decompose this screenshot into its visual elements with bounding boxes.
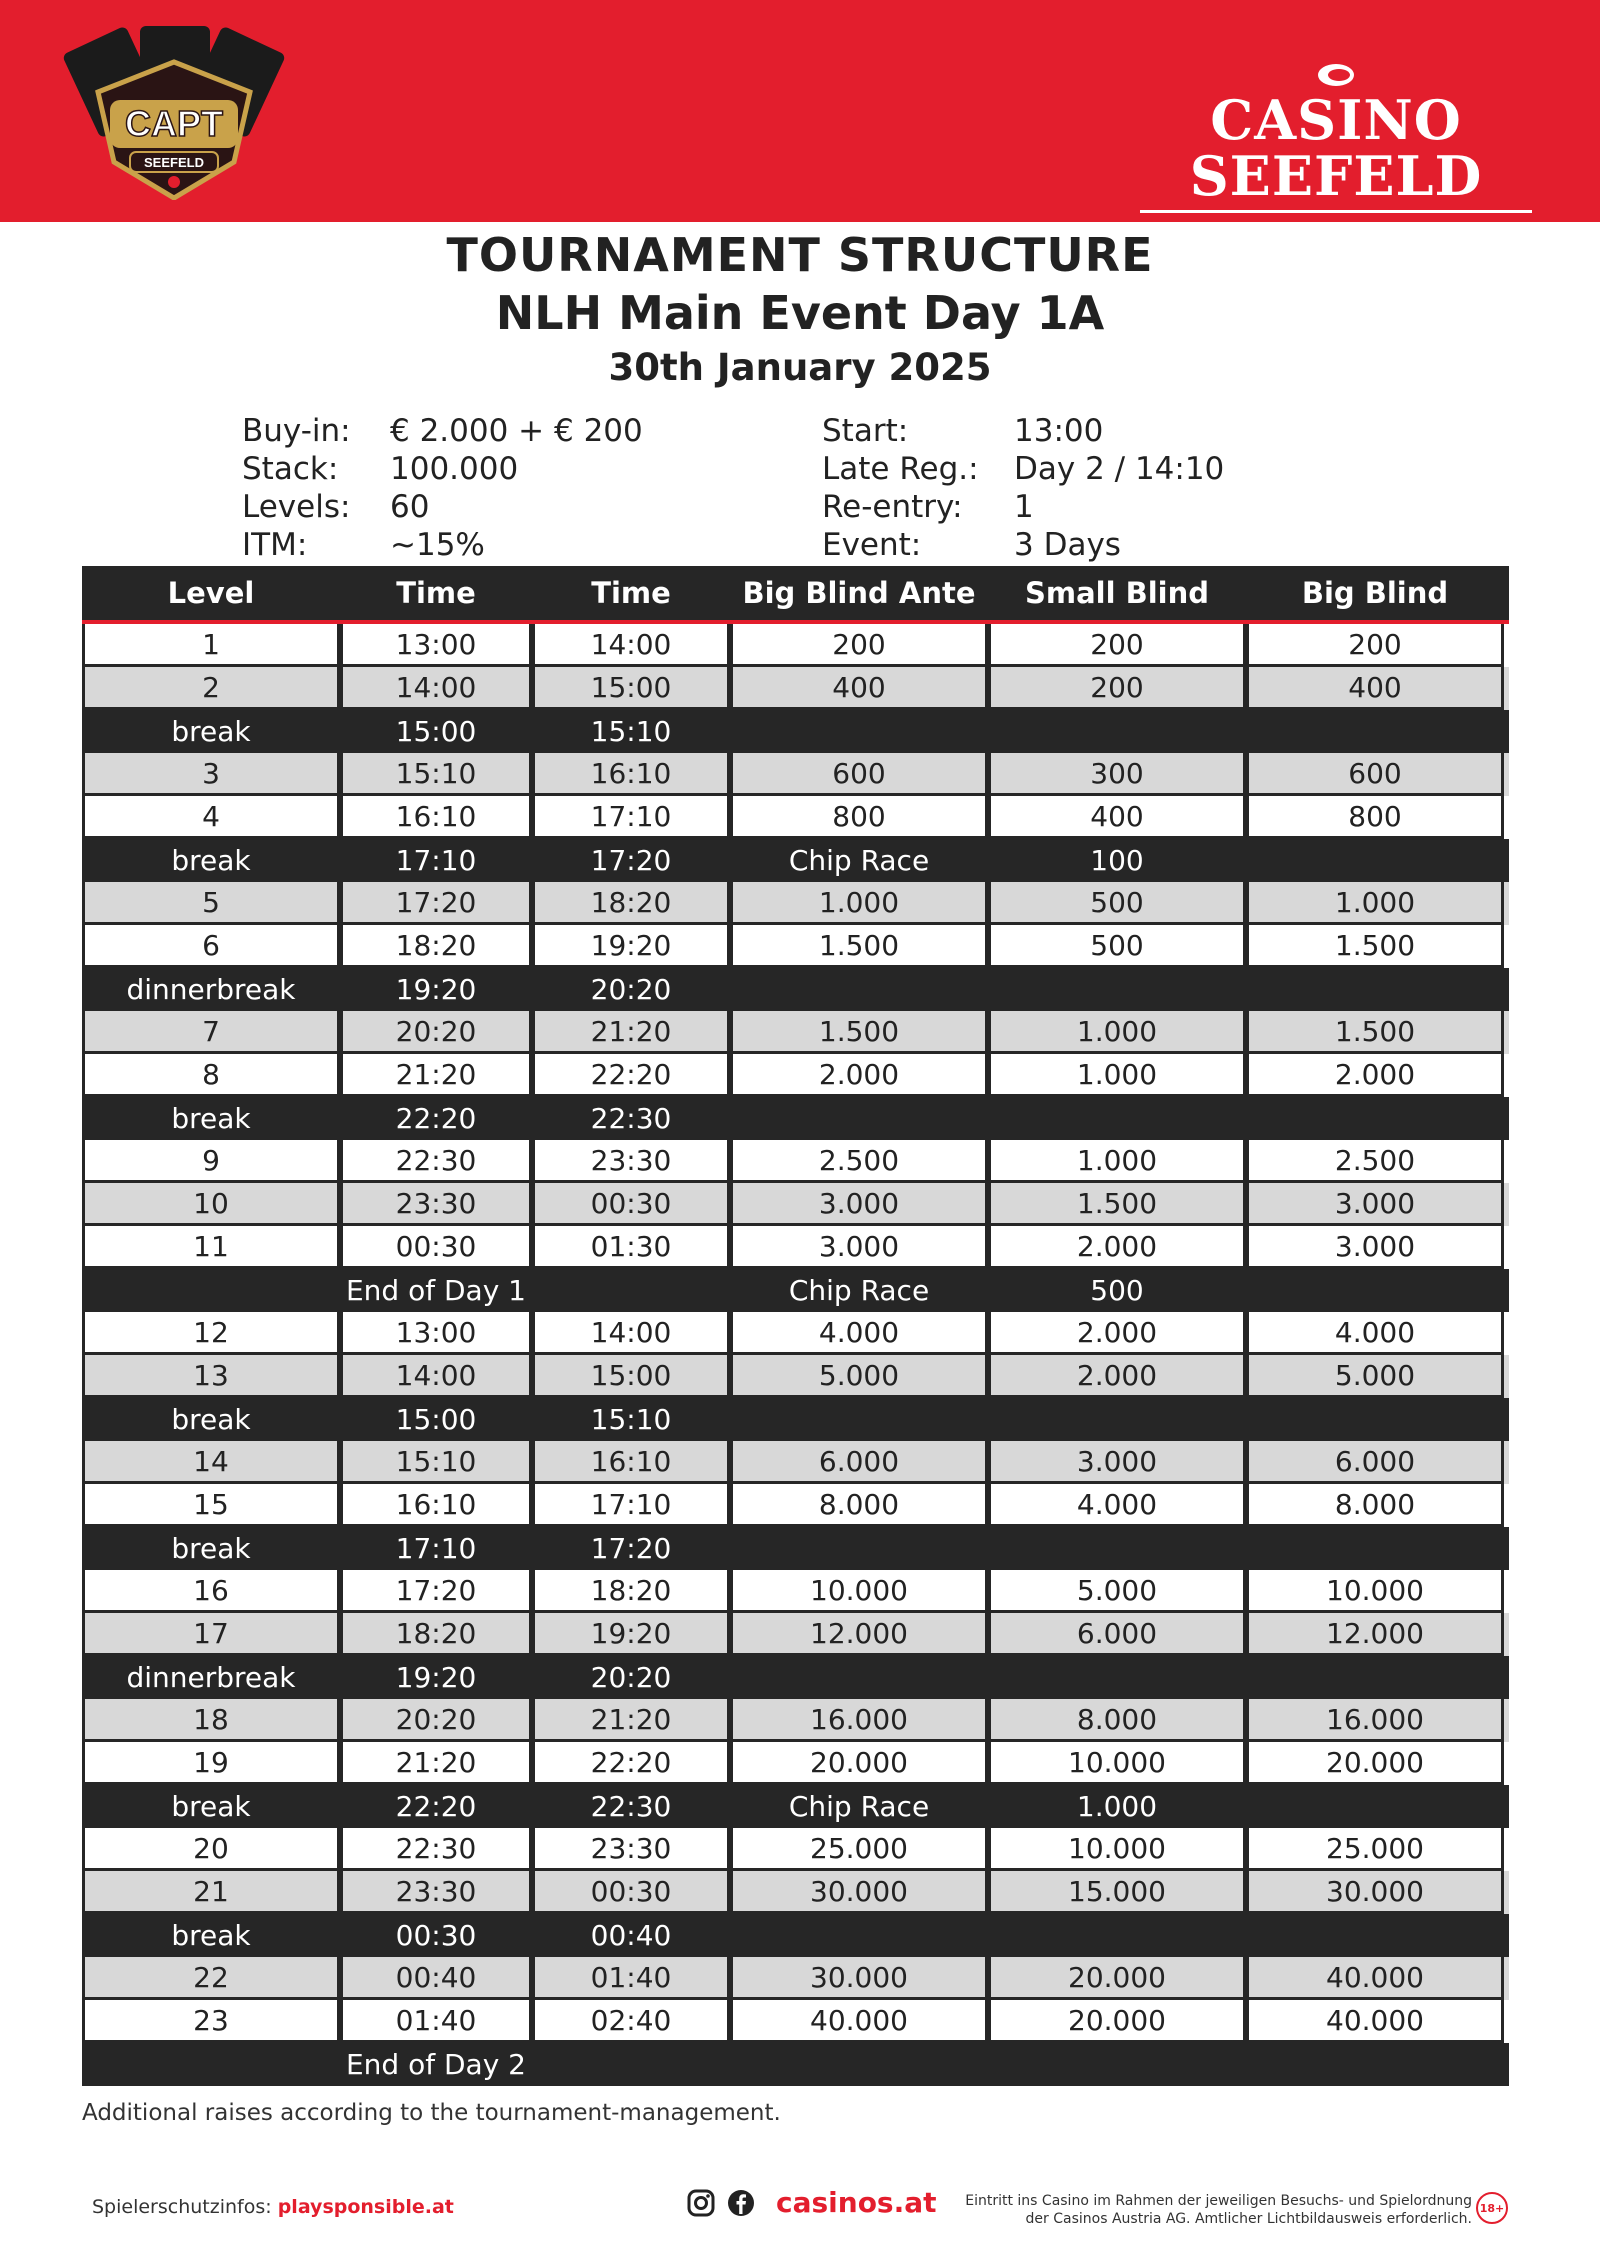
table-cell: 10: [82, 1183, 340, 1226]
info-left: [242, 412, 643, 564]
table-cell: 1: [82, 624, 340, 667]
break-row: [82, 1656, 1509, 1699]
info-row: [822, 526, 1121, 564]
table-cell: [82, 1269, 340, 1312]
table-cell: 00:30: [532, 1871, 730, 1914]
table-cell: Chip Race: [788, 1274, 930, 1307]
table-cell: 3.000: [1246, 1226, 1504, 1269]
casinos-website-link[interactable]: casinos.at: [776, 2186, 937, 2219]
table-cell: 10.000: [730, 1570, 988, 1613]
table-cell: 1.500: [1246, 925, 1504, 968]
level-row: [82, 1699, 1509, 1742]
table-cell: 22:30: [590, 1790, 672, 1823]
table-cell: End of Day 1: [345, 1274, 526, 1307]
table-cell: 00:40: [590, 1919, 672, 1952]
table-cell: 3.000: [730, 1226, 988, 1269]
table-cell: 18:20: [340, 925, 532, 968]
table-cell: 10.000: [1246, 1570, 1504, 1613]
table-cell: 20:20: [340, 1699, 532, 1742]
table-cell: 19:20: [532, 1613, 730, 1656]
structure-table: [82, 566, 1509, 2086]
table-cell: dinnerbreak: [126, 1661, 296, 1694]
table-cell: 2.500: [730, 1140, 988, 1183]
info-label: Buy-in:: [242, 413, 351, 449]
table-cell: 40.000: [1246, 1957, 1504, 2000]
table-cell: 20.000: [1246, 1742, 1504, 1785]
table-cell: 8: [82, 1054, 340, 1097]
info-row: [822, 412, 1104, 450]
level-row: [82, 2000, 1509, 2043]
info-value: € 2.000 + € 200: [390, 413, 643, 449]
table-cell: 500: [988, 925, 1246, 968]
table-cell: 8.000: [730, 1484, 988, 1527]
table-cell: 4: [82, 796, 340, 839]
level-row: [82, 796, 1509, 839]
table-cell: break: [171, 715, 251, 748]
table-cell: 16:10: [532, 1441, 730, 1484]
casino-name: CASINO SEEFELD: [1189, 88, 1483, 208]
table-cell: 10.000: [988, 1742, 1246, 1785]
table-cell: 5.000: [988, 1570, 1246, 1613]
table-cell: [1246, 1785, 1504, 1828]
table-cell: 25.000: [1246, 1828, 1504, 1871]
table-cell: 200: [1246, 624, 1504, 667]
column-header: Level: [167, 576, 255, 610]
table-cell: 2.500: [1246, 1140, 1504, 1183]
level-row: [82, 1140, 1509, 1183]
info-value: 60: [390, 489, 430, 525]
table-cell: 15:10: [590, 715, 672, 748]
table-cell: 19:20: [532, 925, 730, 968]
table-cell: 3: [82, 753, 340, 796]
table-cell: 800: [1246, 796, 1504, 839]
table-cell: 6.000: [988, 1613, 1246, 1656]
table-cell: [730, 1527, 988, 1570]
table-cell: [988, 2043, 1246, 2086]
table-cell: 6.000: [730, 1441, 988, 1484]
table-cell: 2.000: [988, 1226, 1246, 1269]
table-cell: 20.000: [988, 2000, 1246, 2043]
table-cell: 00:40: [340, 1957, 532, 2000]
table-cell: 17:10: [532, 796, 730, 839]
table-cell: 1.000: [1076, 1790, 1158, 1823]
break-row: [82, 1785, 1509, 1828]
table-cell: [532, 2043, 730, 2086]
table-cell: [730, 2043, 988, 2086]
table-cell: 18:20: [532, 1570, 730, 1613]
table-cell: 19:20: [395, 1661, 477, 1694]
playsponsible-link[interactable]: playsponsible.at: [277, 2196, 454, 2218]
level-row: [82, 882, 1509, 925]
table-cell: 15:00: [395, 1403, 477, 1436]
table-cell: 3.000: [988, 1441, 1246, 1484]
table-cell: 15: [82, 1484, 340, 1527]
table-cell: 400: [1246, 667, 1504, 710]
info-label: Re-entry:: [822, 489, 963, 525]
table-cell: 14:00: [532, 1312, 730, 1355]
info-label: Late Reg.:: [822, 451, 979, 487]
table-cell: 22:20: [395, 1790, 477, 1823]
table-cell: 2.000: [730, 1054, 988, 1097]
level-row: [82, 1484, 1509, 1527]
table-cell: 30.000: [1246, 1871, 1504, 1914]
info-value: 100.000: [390, 451, 519, 487]
column-header: Small Blind: [1024, 576, 1210, 610]
table-cell: [532, 1269, 730, 1312]
table-cell: 12: [82, 1312, 340, 1355]
table-cell: 16:10: [340, 1484, 532, 1527]
table-cell: dinnerbreak: [126, 973, 296, 1006]
table-cell: 200: [730, 624, 988, 667]
table-cell: 600: [730, 753, 988, 796]
level-row: [82, 1871, 1509, 1914]
info-value: 13:00: [1014, 413, 1104, 449]
table-cell: 22:30: [340, 1140, 532, 1183]
table-cell: 20:20: [590, 973, 672, 1006]
table-cell: 800: [730, 796, 988, 839]
table-cell: 3.000: [1246, 1183, 1504, 1226]
info-label: Levels:: [242, 489, 351, 525]
table-cell: 14:00: [532, 624, 730, 667]
level-row: [82, 1183, 1509, 1226]
info-value: 1: [1014, 489, 1034, 525]
table-cell: 22:30: [340, 1828, 532, 1871]
table-cell: 17:20: [590, 1532, 672, 1565]
table-cell: 17:10: [532, 1484, 730, 1527]
table-cell: Chip Race: [788, 844, 930, 877]
table-cell: 300: [988, 753, 1246, 796]
table-cell: [730, 710, 988, 753]
table-cell: 20:20: [340, 1011, 532, 1054]
instagram-icon[interactable]: [686, 2188, 716, 2218]
table-cell: 17:10: [395, 844, 477, 877]
table-cell: 10.000: [988, 1828, 1246, 1871]
legal-line-1: Eintritt ins Casino im Rahmen der jeweiligen Besuchs- und Spielordnung: [965, 2193, 1472, 2209]
table-cell: 15:00: [532, 1355, 730, 1398]
info-value: 3 Days: [1014, 527, 1121, 563]
table-cell: 22: [82, 1957, 340, 2000]
table-cell: [730, 1656, 988, 1699]
header-banner: [0, 0, 1600, 222]
table-cell: 17: [82, 1613, 340, 1656]
svg-text:SEEFELD: SEEFELD: [144, 155, 204, 170]
table-cell: 01:40: [532, 1957, 730, 2000]
event-name: NLH Main Event Day 1A: [495, 286, 1105, 340]
level-row: [82, 1957, 1509, 2000]
info-row: [242, 412, 643, 450]
table-cell: 00:30: [395, 1919, 477, 1952]
table-cell: 13: [82, 1355, 340, 1398]
table-cell: 8.000: [1246, 1484, 1504, 1527]
table-cell: 4.000: [730, 1312, 988, 1355]
column-header: Time: [591, 576, 671, 610]
end-of-day-row: [82, 1269, 1509, 1312]
table-cell: 200: [988, 624, 1246, 667]
column-header: Big Blind Ante: [742, 576, 976, 610]
table-cell: 13:00: [340, 624, 532, 667]
facebook-icon[interactable]: [726, 2188, 756, 2218]
table-cell: 3.000: [730, 1183, 988, 1226]
table-cell: 17:20: [340, 882, 532, 925]
table-cell: [1246, 839, 1504, 882]
table-cell: 21:20: [532, 1699, 730, 1742]
table-cell: 20.000: [988, 1957, 1246, 2000]
table-cell: 23:30: [340, 1183, 532, 1226]
break-row: [82, 968, 1509, 1011]
table-cell: [1246, 2043, 1504, 2086]
table-cell: 15:00: [395, 715, 477, 748]
table-cell: 17:20: [340, 1570, 532, 1613]
table-cell: 00:30: [340, 1226, 532, 1269]
table-cell: 400: [988, 796, 1246, 839]
table-cell: 20.000: [730, 1742, 988, 1785]
age-restriction-badge: 18+: [1476, 2192, 1508, 2224]
table-cell: 5.000: [1246, 1355, 1504, 1398]
table-cell: [1246, 1269, 1504, 1312]
table-cell: 8.000: [988, 1699, 1246, 1742]
table-cell: break: [171, 1790, 251, 1823]
table-cell: [1246, 710, 1504, 753]
table-cell: 12.000: [1246, 1613, 1504, 1656]
info-row: [242, 488, 430, 526]
info-label: ITM:: [242, 527, 308, 563]
table-cell: 11: [82, 1226, 340, 1269]
table-cell: 1.500: [1246, 1011, 1504, 1054]
level-row: [82, 1011, 1509, 1054]
break-row: [82, 710, 1509, 753]
table-cell: 1.000: [1246, 882, 1504, 925]
info-label: Start:: [822, 413, 909, 449]
table-cell: [730, 1097, 988, 1140]
column-header: Big Blind: [1301, 576, 1449, 610]
info-right: [822, 412, 1225, 564]
table-cell: 5: [82, 882, 340, 925]
table-cell: [988, 1914, 1246, 1957]
event-date: 30th January 2025: [608, 346, 992, 389]
end-of-day-row: [82, 2043, 1509, 2086]
table-cell: [1246, 1527, 1504, 1570]
info-row: [242, 450, 519, 488]
table-cell: 40.000: [1246, 2000, 1504, 2043]
table-cell: 1.500: [730, 1011, 988, 1054]
svg-text:CAPT: CAPT: [125, 103, 223, 144]
table-cell: break: [171, 1532, 251, 1565]
info-row: [242, 526, 485, 564]
table-cell: 01:40: [340, 2000, 532, 2043]
table-cell: [1246, 1656, 1504, 1699]
table-cell: 13:00: [340, 1312, 532, 1355]
level-row: [82, 1613, 1509, 1656]
table-cell: 2.000: [988, 1355, 1246, 1398]
table-cell: break: [171, 844, 251, 877]
table-cell: 16:10: [340, 796, 532, 839]
table-cell: [730, 1398, 988, 1441]
table-cell: 20: [82, 1828, 340, 1871]
break-row: [82, 1398, 1509, 1441]
table-cell: 19:20: [395, 973, 477, 1006]
table-cell: 21: [82, 1871, 340, 1914]
level-row: [82, 753, 1509, 796]
table-cell: 15.000: [988, 1871, 1246, 1914]
info-value: ~15%: [390, 527, 485, 563]
table-cell: Chip Race: [788, 1790, 930, 1823]
table-cell: 20:20: [590, 1661, 672, 1694]
table-cell: 23: [82, 2000, 340, 2043]
break-row: [82, 1527, 1509, 1570]
table-cell: 7: [82, 1011, 340, 1054]
table-cell: 17:20: [590, 844, 672, 877]
table-cell: 16.000: [1246, 1699, 1504, 1742]
table-cell: 1.500: [988, 1183, 1246, 1226]
player-protection: [92, 2196, 454, 2218]
table-cell: 16.000: [730, 1699, 988, 1742]
table-cell: [1246, 1097, 1504, 1140]
table-cell: 1.000: [730, 882, 988, 925]
table-cell: 25.000: [730, 1828, 988, 1871]
break-row: [82, 1914, 1509, 1957]
table-cell: 16:10: [532, 753, 730, 796]
table-cell: 1.000: [988, 1054, 1246, 1097]
table-cell: 18: [82, 1699, 340, 1742]
table-cell: 21:20: [340, 1742, 532, 1785]
table-cell: [730, 1914, 988, 1957]
table-cell: 23:30: [532, 1140, 730, 1183]
social-links: [686, 2186, 937, 2219]
table-cell: [988, 968, 1246, 1011]
footnote: Additional raises according to the tournament-management.: [82, 2100, 781, 2126]
table-cell: [82, 2043, 340, 2086]
table-cell: 30.000: [730, 1871, 988, 1914]
table-cell: [988, 710, 1246, 753]
table-cell: 21:20: [340, 1054, 532, 1097]
table-cell: 40.000: [730, 2000, 988, 2043]
table-cell: 22:20: [532, 1054, 730, 1097]
table-cell: 22:30: [590, 1102, 672, 1135]
casino-chip-icon: [1316, 62, 1356, 88]
table-cell: [1246, 1398, 1504, 1441]
table-cell: 21:20: [532, 1011, 730, 1054]
table-cell: 400: [730, 667, 988, 710]
table-cell: 18:20: [340, 1613, 532, 1656]
table-cell: 00:30: [532, 1183, 730, 1226]
table-cell: 17:10: [395, 1532, 477, 1565]
level-row: [82, 624, 1509, 667]
level-row: [82, 1312, 1509, 1355]
table-cell: 02:40: [532, 2000, 730, 2043]
table-body: [82, 624, 1509, 2086]
info-row: [822, 450, 1225, 488]
level-row: [82, 667, 1509, 710]
capt-seefeld-logo: [58, 22, 290, 200]
table-cell: [1246, 1914, 1504, 1957]
level-row: [82, 1570, 1509, 1613]
level-row: [82, 1441, 1509, 1484]
document-title: TOURNAMENT STRUCTURE: [446, 228, 1154, 282]
table-cell: 100: [1090, 844, 1144, 877]
table-cell: 1.000: [988, 1011, 1246, 1054]
table-cell: 4.000: [1246, 1312, 1504, 1355]
table-cell: 5.000: [730, 1355, 988, 1398]
table-cell: [988, 1527, 1246, 1570]
table-cell: 22:20: [395, 1102, 477, 1135]
level-row: [82, 1054, 1509, 1097]
logo-underline: [1140, 210, 1532, 213]
break-row: [82, 1097, 1509, 1140]
table-cell: 12.000: [730, 1613, 988, 1656]
table-cell: 2: [82, 667, 340, 710]
table-cell: 4.000: [988, 1484, 1246, 1527]
table-cell: 14:00: [340, 667, 532, 710]
break-row: [82, 839, 1509, 882]
player-protection-label: Spielerschutzinfos:: [92, 2196, 272, 2218]
table-cell: 6.000: [1246, 1441, 1504, 1484]
table-cell: 16: [82, 1570, 340, 1613]
info-label: Stack:: [242, 451, 339, 487]
level-row: [82, 925, 1509, 968]
table-cell: 2.000: [988, 1312, 1246, 1355]
table-cell: [988, 1656, 1246, 1699]
table-cell: 22:20: [532, 1742, 730, 1785]
table-cell: 30.000: [730, 1957, 988, 2000]
level-row: [82, 1742, 1509, 1785]
table-cell: break: [171, 1919, 251, 1952]
table-cell: 14: [82, 1441, 340, 1484]
table-cell: 1.000: [988, 1140, 1246, 1183]
table-cell: 9: [82, 1140, 340, 1183]
table-cell: 2.000: [1246, 1054, 1504, 1097]
table-cell: 6: [82, 925, 340, 968]
casino-seefeld-logo: [1140, 62, 1532, 208]
info-row: [822, 488, 1034, 526]
table-cell: 23:30: [340, 1871, 532, 1914]
table-cell: 01:30: [532, 1226, 730, 1269]
table-cell: 500: [1090, 1274, 1144, 1307]
table-cell: End of Day 2: [345, 2048, 526, 2081]
table-cell: 500: [988, 882, 1246, 925]
table-cell: break: [171, 1102, 251, 1135]
table-cell: 15:10: [340, 1441, 532, 1484]
info-label: Event:: [822, 527, 922, 563]
table-cell: 14:00: [340, 1355, 532, 1398]
table-cell: 15:00: [532, 667, 730, 710]
table-cell: 23:30: [532, 1828, 730, 1871]
table-cell: [730, 968, 988, 1011]
level-row: [82, 1828, 1509, 1871]
table-cell: [988, 1097, 1246, 1140]
table-cell: 18:20: [532, 882, 730, 925]
level-row: [82, 1355, 1509, 1398]
table-header: [82, 566, 1509, 624]
table-cell: break: [171, 1403, 251, 1436]
column-header: Time: [396, 576, 476, 610]
level-row: [82, 1226, 1509, 1269]
table-cell: 1.500: [730, 925, 988, 968]
table-cell: [988, 1398, 1246, 1441]
table-cell: 15:10: [590, 1403, 672, 1436]
legal-line-2: der Casinos Austria AG. Amtlicher Lichtbildausweis erforderlich.: [1025, 2211, 1472, 2227]
table-cell: [1246, 968, 1504, 1011]
info-value: Day 2 / 14:10: [1014, 451, 1225, 487]
table-cell: 200: [988, 667, 1246, 710]
table-cell: 19: [82, 1742, 340, 1785]
table-cell: 15:10: [340, 753, 532, 796]
table-cell: 600: [1246, 753, 1504, 796]
legal-notice: [952, 2192, 1472, 2228]
